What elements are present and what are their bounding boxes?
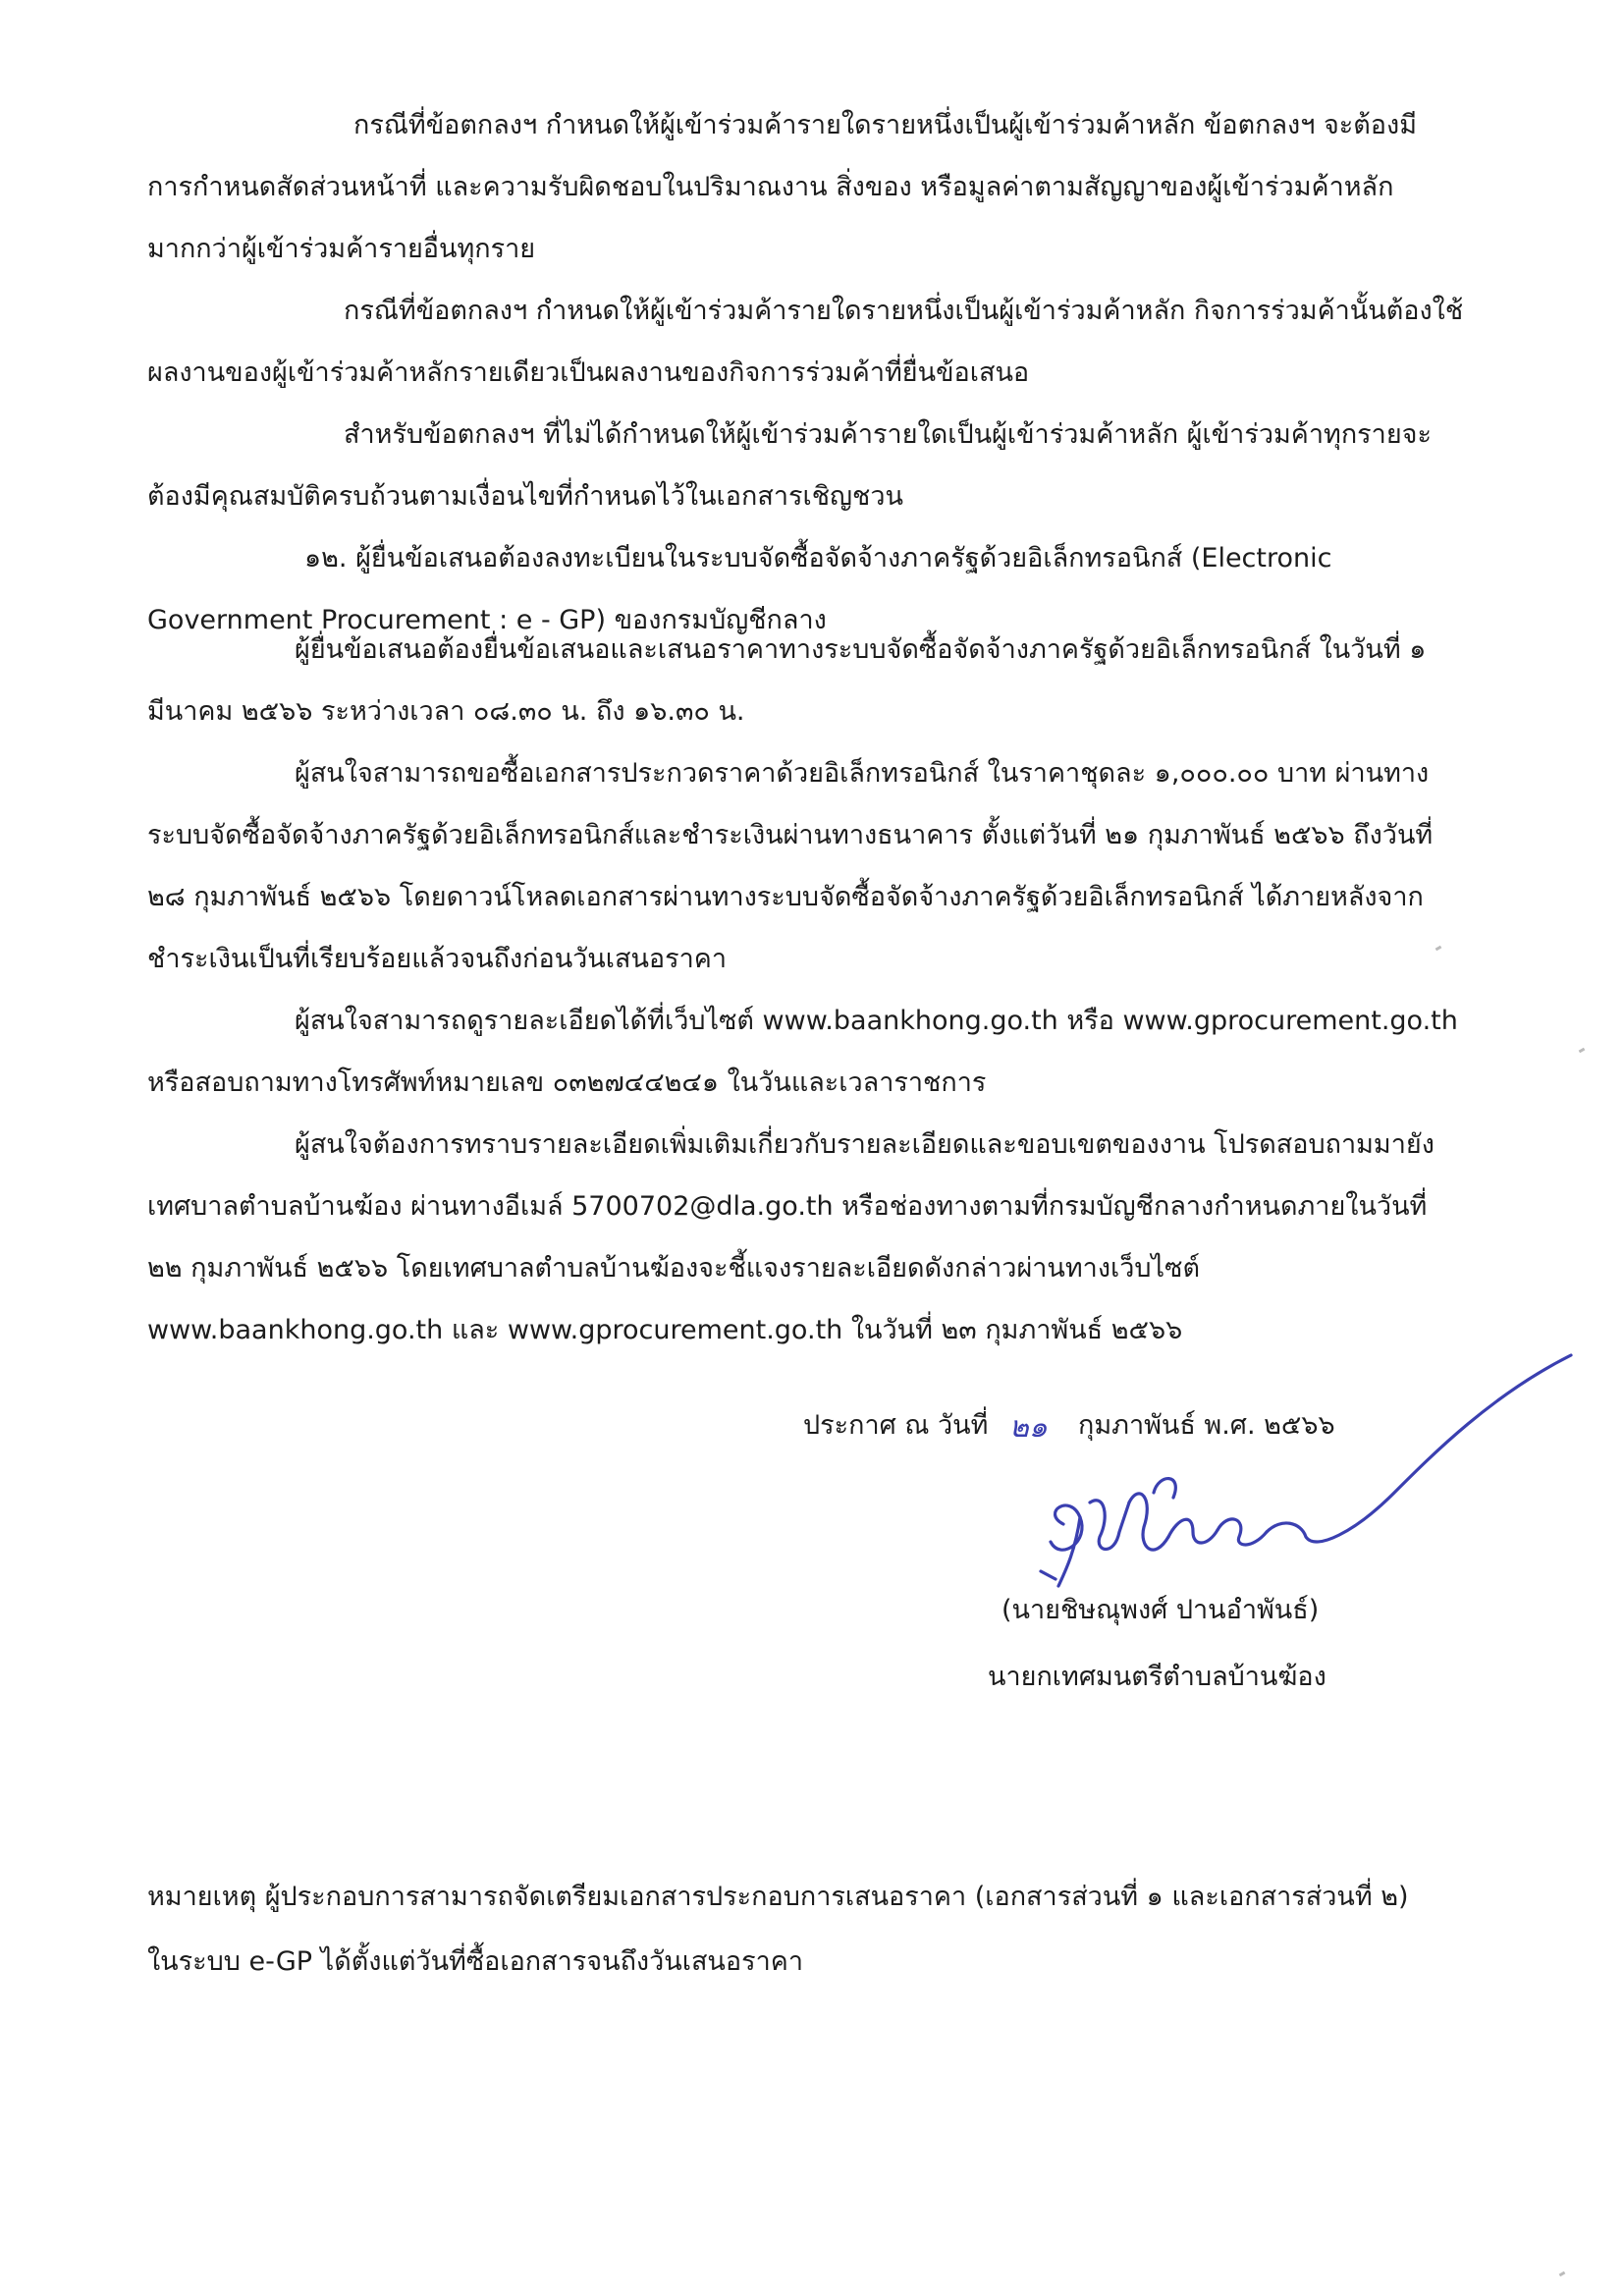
scan-artifact — [1559, 2271, 1566, 2277]
signer-position: นายกเทศมนตรีตำบลบ้านฆ้อง — [988, 1662, 1326, 1692]
signer-name: (นายชิษณุพงศ์ ปานอำพันธ์) — [1001, 1595, 1320, 1625]
body-paragraphs-conditions — [147, 94, 1464, 651]
announcement-date-prefix: ประกาศ ณ วันที่ — [803, 1410, 989, 1441]
bidding-line: ชำระเงินเป็นที่เรียบร้อยแล้วจนถึงก่อนวันเสนอราคา — [147, 944, 728, 974]
bidding-line: ๒๒ กุมภาพันธ์ ๒๕๖๖ โดยเทศบาลตำบลบ้านฆ้องจะชี้แจงรายละเอียดดังกล่าวผ่านทางเว็บไซต์ — [147, 1253, 1200, 1284]
bidding-line: ผู้สนใจสามารถขอซื้อเอกสารประกวดราคาด้วยอิเล็กทรอนิกส์ ในราคาชุดละ ๑,๐๐๐.๐๐ บาท ผ่านทาง — [295, 758, 1430, 789]
conditions-line: สำหรับข้อตกลงฯ ที่ไม่ได้กำหนดให้ผู้เข้าร่วมค้ารายใดเป็นผู้เข้าร่วมค้าหลัก ผู้เข้าร่วมค้าทุกรายจะ — [344, 419, 1432, 450]
note-line-2: ในระบบ e-GP ได้ตั้งแต่วันที่ซื้อเอกสารจนถึงวันเสนอราคา — [147, 1946, 803, 1977]
bidding-line: ผู้ยื่นข้อเสนอต้องยื่นข้อเสนอและเสนอราคาทางระบบจัดซื้อจัดจ้างภาครัฐด้วยอิเล็กทรอนิกส์ ในวันที่ ๑ — [295, 634, 1427, 665]
conditions-line: ๑๒. ผู้ยื่นข้อเสนอต้องลงทะเบียนในระบบจัดซื้อจัดจ้างภาครัฐด้วยอิเล็กทรอนิกส์ (Electronic — [304, 543, 1332, 574]
conditions-line: Government Procurement : e - GP) ของกรมบัญชีกลาง — [147, 605, 827, 635]
bidding-line: เทศบาลตำบลบ้านฆ้อง ผ่านทางอีเมล์ 5700702@dla.go.th หรือช่องทางตามที่กรมบัญชีกลางกำหนดภายในวันที่ — [147, 1191, 1428, 1222]
bidding-line: มีนาคม ๒๕๖๖ ระหว่างเวลา ๐๘.๓๐ น. ถึง ๑๖.๓๐ น. — [147, 696, 745, 727]
body-paragraphs-bidding — [147, 619, 1458, 1361]
announcement-month-year: กุมภาพันธ์ พ.ศ. ๒๕๖๖ — [1078, 1410, 1335, 1441]
bidding-line: ๒๘ กุมภาพันธ์ ๒๕๖๖ โดยดาวน์โหลดเอกสารผ่านทางระบบจัดซื้อจัดจ้างภาครัฐด้วยอิเล็กทรอนิกส์ ได้ภายหลังจาก — [147, 882, 1424, 912]
conditions-line: ผลงานของผู้เข้าร่วมค้าหลักรายเดียวเป็นผลงานของกิจการร่วมค้าที่ยื่นข้อเสนอ — [147, 357, 1030, 388]
conditions-line: การกำหนดสัดส่วนหน้าที่ และความรับผิดชอบในปริมาณงาน สิ่งของ หรือมูลค่าตามสัญญาของผู้เข้าร่วมค้าหลัก — [147, 172, 1394, 202]
conditions-line: ต้องมีคุณสมบัติครบถ้วนตามเงื่อนไขที่กำหนดไว้ในเอกสารเชิญชวน — [147, 481, 903, 512]
bidding-line: หรือสอบถามทางโทรศัพท์หมายเลข ๐๓๒๗๔๔๒๔๑ ในวันและเวลาราชการ — [147, 1067, 987, 1098]
bidding-line: ผู้สนใจสามารถดูรายละเอียดได้ที่เว็บไซต์ www.baankhong.go.th หรือ www.gprocurement.go.th — [295, 1006, 1458, 1036]
note-line-1: หมายเหตุ ผู้ประกอบการสามารถจัดเตรียมเอกสารประกอบการเสนอราคา (เอกสารส่วนที่ ๑ และเอกสารส่วนที่ ๒) — [147, 1882, 1409, 1912]
bidding-line: www.baankhong.go.th และ www.gprocurement.go.th ในวันที่ ๒๓ กุมภาพันธ์ ๒๕๖๖ — [147, 1315, 1183, 1345]
conditions-line: กรณีที่ข้อตกลงฯ กำหนดให้ผู้เข้าร่วมค้ารายใดรายหนึ่งเป็นผู้เข้าร่วมค้าหลัก ข้อตกลงฯ จะต้องมี — [353, 110, 1418, 140]
scan-artifact — [1579, 1048, 1586, 1054]
bidding-line: ระบบจัดซื้อจัดจ้างภาครัฐด้วยอิเล็กทรอนิกส์และชำระเงินผ่านทางธนาคาร ตั้งแต่วันที่ ๒๑ กุมภาพันธ์ ๒๕๖๖ ถึงวันที่ — [147, 820, 1434, 850]
conditions-line: กรณีที่ข้อตกลงฯ กำหนดให้ผู้เข้าร่วมค้ารายใดรายหนึ่งเป็นผู้เข้าร่วมค้าหลัก กิจการร่วมค้านั้นต้องใช้ — [344, 296, 1464, 326]
bidding-line: ผู้สนใจต้องการทราบรายละเอียดเพิ่มเติมเกี่ยวกับรายละเอียดและขอบเขตของงาน โปรดสอบถามมายัง — [295, 1129, 1435, 1160]
conditions-line: มากกว่าผู้เข้าร่วมค้ารายอื่นทุกราย — [147, 234, 536, 264]
announcement-day-handwritten: ๒๑ — [1009, 1410, 1048, 1445]
